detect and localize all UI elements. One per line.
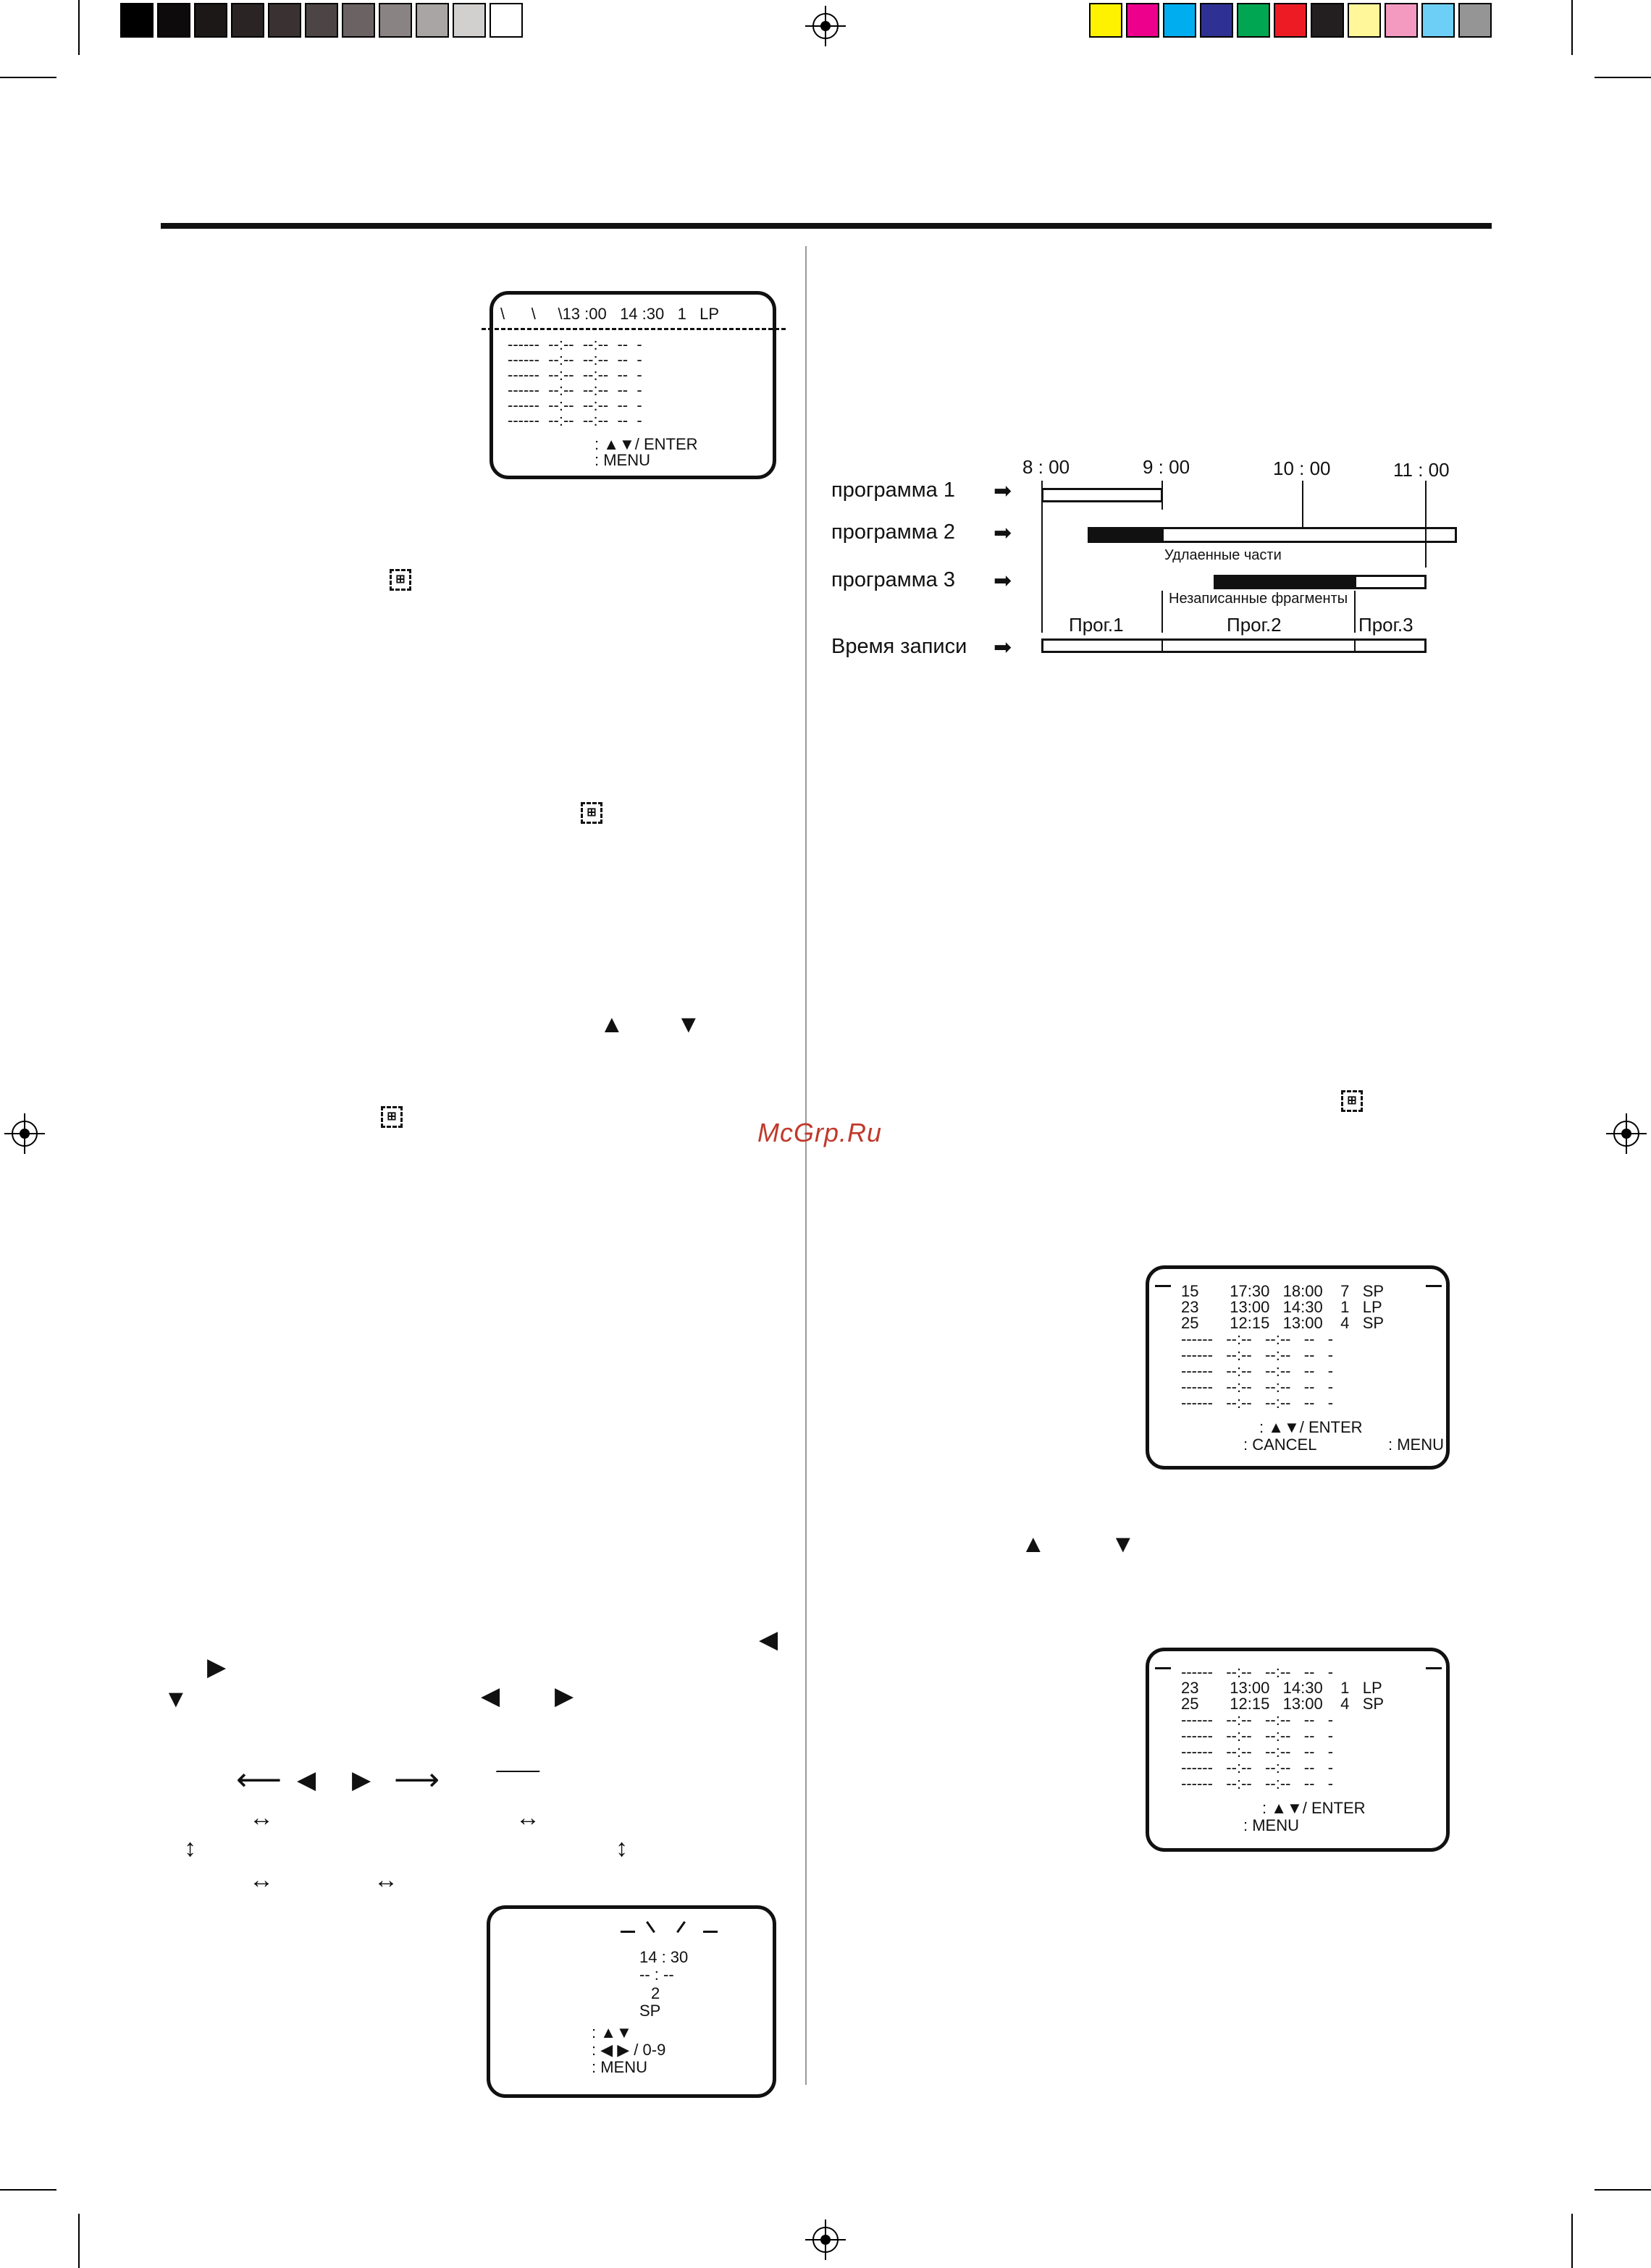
color-swatch	[379, 3, 412, 38]
crop-mark	[0, 2189, 56, 2191]
time-label: 11 : 00	[1393, 459, 1450, 481]
color-swatch	[268, 3, 301, 38]
osd-row: ------ --:-- --:-- -- -	[508, 381, 642, 399]
left-arrow-icon: ◀	[759, 1626, 778, 1653]
color-swatch	[1458, 3, 1492, 38]
osd-row: ------ --:-- --:-- -- -	[1181, 1362, 1334, 1380]
blink-mark	[1426, 1667, 1442, 1669]
segment-label: Прог.2	[1227, 614, 1282, 636]
arrow-right-icon: ➡	[993, 521, 1012, 545]
osd-row: 15 17:30 18:00 7 SP	[1181, 1282, 1385, 1300]
osd-hint-enter: : ▲▼/ ENTER	[595, 435, 698, 453]
up-arrow-icon: ▲	[600, 1011, 624, 1038]
lr-arrow-icon: ↔	[249, 1804, 274, 1831]
blink-marks	[621, 1921, 722, 1942]
osd-row: 23 13:00 14:30 1 LP	[1181, 1298, 1382, 1316]
segment-label: Прог.3	[1358, 614, 1413, 636]
osd-hint-menu: : MENU	[595, 451, 650, 469]
crop-mark	[1571, 0, 1573, 55]
right-arrow-icon: ▶	[352, 1766, 371, 1794]
row-label-program2: программа 2	[831, 520, 955, 544]
down-arrow-icon: ▼	[1111, 1530, 1135, 1558]
dashed-divider	[482, 328, 786, 330]
registration-mark	[812, 13, 839, 39]
right-arrow-icon: ▶	[207, 1653, 227, 1681]
color-swatch	[1163, 3, 1196, 38]
osd-row: ------ --:-- --:-- -- -	[508, 335, 642, 353]
color-swatch	[305, 3, 338, 38]
segment-label: Прог.1	[1069, 614, 1124, 636]
osd-hint-menu: : MENU	[1388, 1436, 1444, 1454]
osd-row: ------ --:-- --:-- -- -	[1181, 1663, 1334, 1681]
timer-icon: ⊞	[1341, 1090, 1363, 1112]
osd-hint-cancel: : CANCEL	[1243, 1436, 1317, 1454]
color-swatch	[342, 3, 375, 38]
lr-arrow-icon: ↔	[374, 1866, 398, 1894]
ud-arrow-icon: ↕	[184, 1834, 196, 1862]
recording-bar	[1041, 638, 1427, 653]
crop-mark	[1571, 2214, 1573, 2268]
lr-arrow-icon: ↔	[516, 1804, 540, 1831]
timer-icon: ⊞	[381, 1106, 403, 1128]
color-swatch	[453, 3, 486, 38]
long-left-arrow-icon: ⟵	[236, 1762, 282, 1797]
osd-row: ------ --:-- --:-- -- -	[508, 411, 642, 429]
arrow-right-icon: ➡	[993, 569, 1012, 593]
down-arrow-icon: ▼	[676, 1011, 701, 1038]
osd-speed: SP	[639, 2002, 661, 2020]
row-label-program1: программа 1	[831, 479, 955, 502]
unrecorded-fragments-label: Незаписанные фрагменты	[1169, 591, 1348, 607]
osd-row: ------ --:-- --:-- -- -	[508, 366, 642, 384]
color-swatch	[490, 3, 523, 38]
osd-row: ------ --:-- --:-- -- -	[1181, 1378, 1334, 1396]
color-swatch	[1200, 3, 1233, 38]
column-divider	[805, 246, 807, 2085]
osd-hint-menu: : MENU	[1243, 1816, 1299, 1834]
color-swatch	[194, 3, 227, 38]
color-swatch	[1385, 3, 1418, 38]
blink-mark	[1155, 1667, 1171, 1669]
segment-border	[1041, 510, 1043, 633]
osd-time: 14 : 30	[639, 1948, 689, 1966]
deleted-parts-label: Удлаенные части	[1164, 547, 1282, 563]
osd-screen-timer-list-cleared	[1146, 1648, 1450, 1852]
crop-mark	[0, 77, 56, 78]
color-swatch	[1274, 3, 1307, 38]
left-arrow-icon: ◀	[481, 1682, 500, 1710]
crop-mark	[1595, 77, 1651, 78]
color-swatch	[1311, 3, 1344, 38]
crop-mark	[78, 2214, 80, 2268]
arrow-right-icon: ➡	[993, 479, 1012, 503]
timeline-diagram	[826, 449, 1477, 666]
osd-dashes: -- : --	[639, 1965, 674, 1984]
osd-row: ------ --:-- --:-- -- -	[1181, 1346, 1334, 1364]
osd-screen-edit	[487, 1905, 776, 2098]
program2-deleted-bar	[1088, 527, 1163, 543]
lr-arrow-icon: ↔	[249, 1866, 274, 1894]
down-arrow-icon: ▼	[164, 1685, 188, 1713]
timer-icon: ⊞	[581, 802, 602, 824]
osd-hint-enter: : ▲▼/ ENTER	[1259, 1418, 1363, 1436]
blink-mark	[1426, 1285, 1442, 1287]
osd-hint-menu: : MENU	[592, 2058, 647, 2076]
right-arrow-icon: ▶	[555, 1682, 574, 1710]
time-label: 9 : 00	[1143, 456, 1190, 478]
osd-row: ------ --:-- --:-- -- -	[1181, 1711, 1334, 1729]
osd-hint-leftright: : ◀ ▶ / 0-9	[592, 2041, 666, 2059]
osd-screen-timer-list-selected	[1146, 1265, 1450, 1470]
color-swatch	[120, 3, 154, 38]
program3-bar	[1354, 575, 1427, 589]
osd-row: ------ --:-- --:-- -- -	[1181, 1758, 1334, 1776]
osd-row: 23 13:00 14:30 1 LP	[1181, 1679, 1382, 1697]
color-swatch	[1237, 3, 1270, 38]
long-right-arrow-icon: ⟶	[394, 1762, 440, 1797]
color-swatch	[231, 3, 264, 38]
program3-unrecorded-bar	[1214, 575, 1354, 589]
up-arrow-icon: ▲	[1021, 1530, 1046, 1558]
osd-row-active: \ \ \13 :00 14 :30 1 LP	[500, 305, 720, 323]
osd-row: ------ --:-- --:-- -- -	[508, 396, 642, 414]
osd-row: ------ --:-- --:-- -- -	[1181, 1394, 1334, 1412]
crop-mark	[78, 0, 80, 55]
registration-mark	[1613, 1121, 1639, 1147]
time-label: 8 : 00	[1022, 456, 1070, 478]
osd-screen-timer-list	[490, 291, 776, 479]
color-swatch	[1089, 3, 1122, 38]
color-swatch	[1421, 3, 1455, 38]
blink-mark	[1155, 1285, 1171, 1287]
osd-row: 25 12:15 13:00 4 SP	[1181, 1314, 1385, 1332]
timer-icon: ⊞	[390, 569, 411, 591]
osd-hint-updown: : ▲▼	[592, 2023, 632, 2041]
ud-arrow-icon: ↕	[616, 1834, 628, 1862]
osd-row: ------ --:-- --:-- -- -	[1181, 1727, 1334, 1745]
time-label: 10 : 00	[1273, 458, 1331, 479]
program2-bar	[1161, 527, 1457, 543]
color-swatch	[157, 3, 190, 38]
osd-row: ------ --:-- --:-- -- -	[1181, 1742, 1334, 1761]
osd-channel: 2	[651, 1984, 660, 2002]
header-rule	[161, 223, 1492, 229]
slash-line	[476, 1771, 540, 1805]
left-arrow-icon: ◀	[297, 1766, 316, 1794]
color-swatch	[416, 3, 449, 38]
watermark: McGrp.Ru	[757, 1118, 883, 1147]
color-swatch	[1126, 3, 1159, 38]
osd-row: ------ --:-- --:-- -- -	[1181, 1774, 1334, 1792]
arrow-right-icon: ➡	[993, 636, 1012, 659]
osd-hint-enter: : ▲▼/ ENTER	[1262, 1799, 1366, 1817]
osd-row: ------ --:-- --:-- -- -	[508, 350, 642, 368]
crop-mark	[1595, 2189, 1651, 2191]
osd-row: 25 12:15 13:00 4 SP	[1181, 1695, 1385, 1713]
program1-bar	[1041, 488, 1163, 502]
row-label-recording-time: Время записи	[831, 635, 967, 658]
registration-mark	[12, 1121, 38, 1147]
color-swatch	[1348, 3, 1381, 38]
osd-row: ------ --:-- --:-- -- -	[1181, 1330, 1334, 1348]
registration-mark	[812, 2227, 839, 2253]
row-label-program3: программа 3	[831, 568, 955, 591]
